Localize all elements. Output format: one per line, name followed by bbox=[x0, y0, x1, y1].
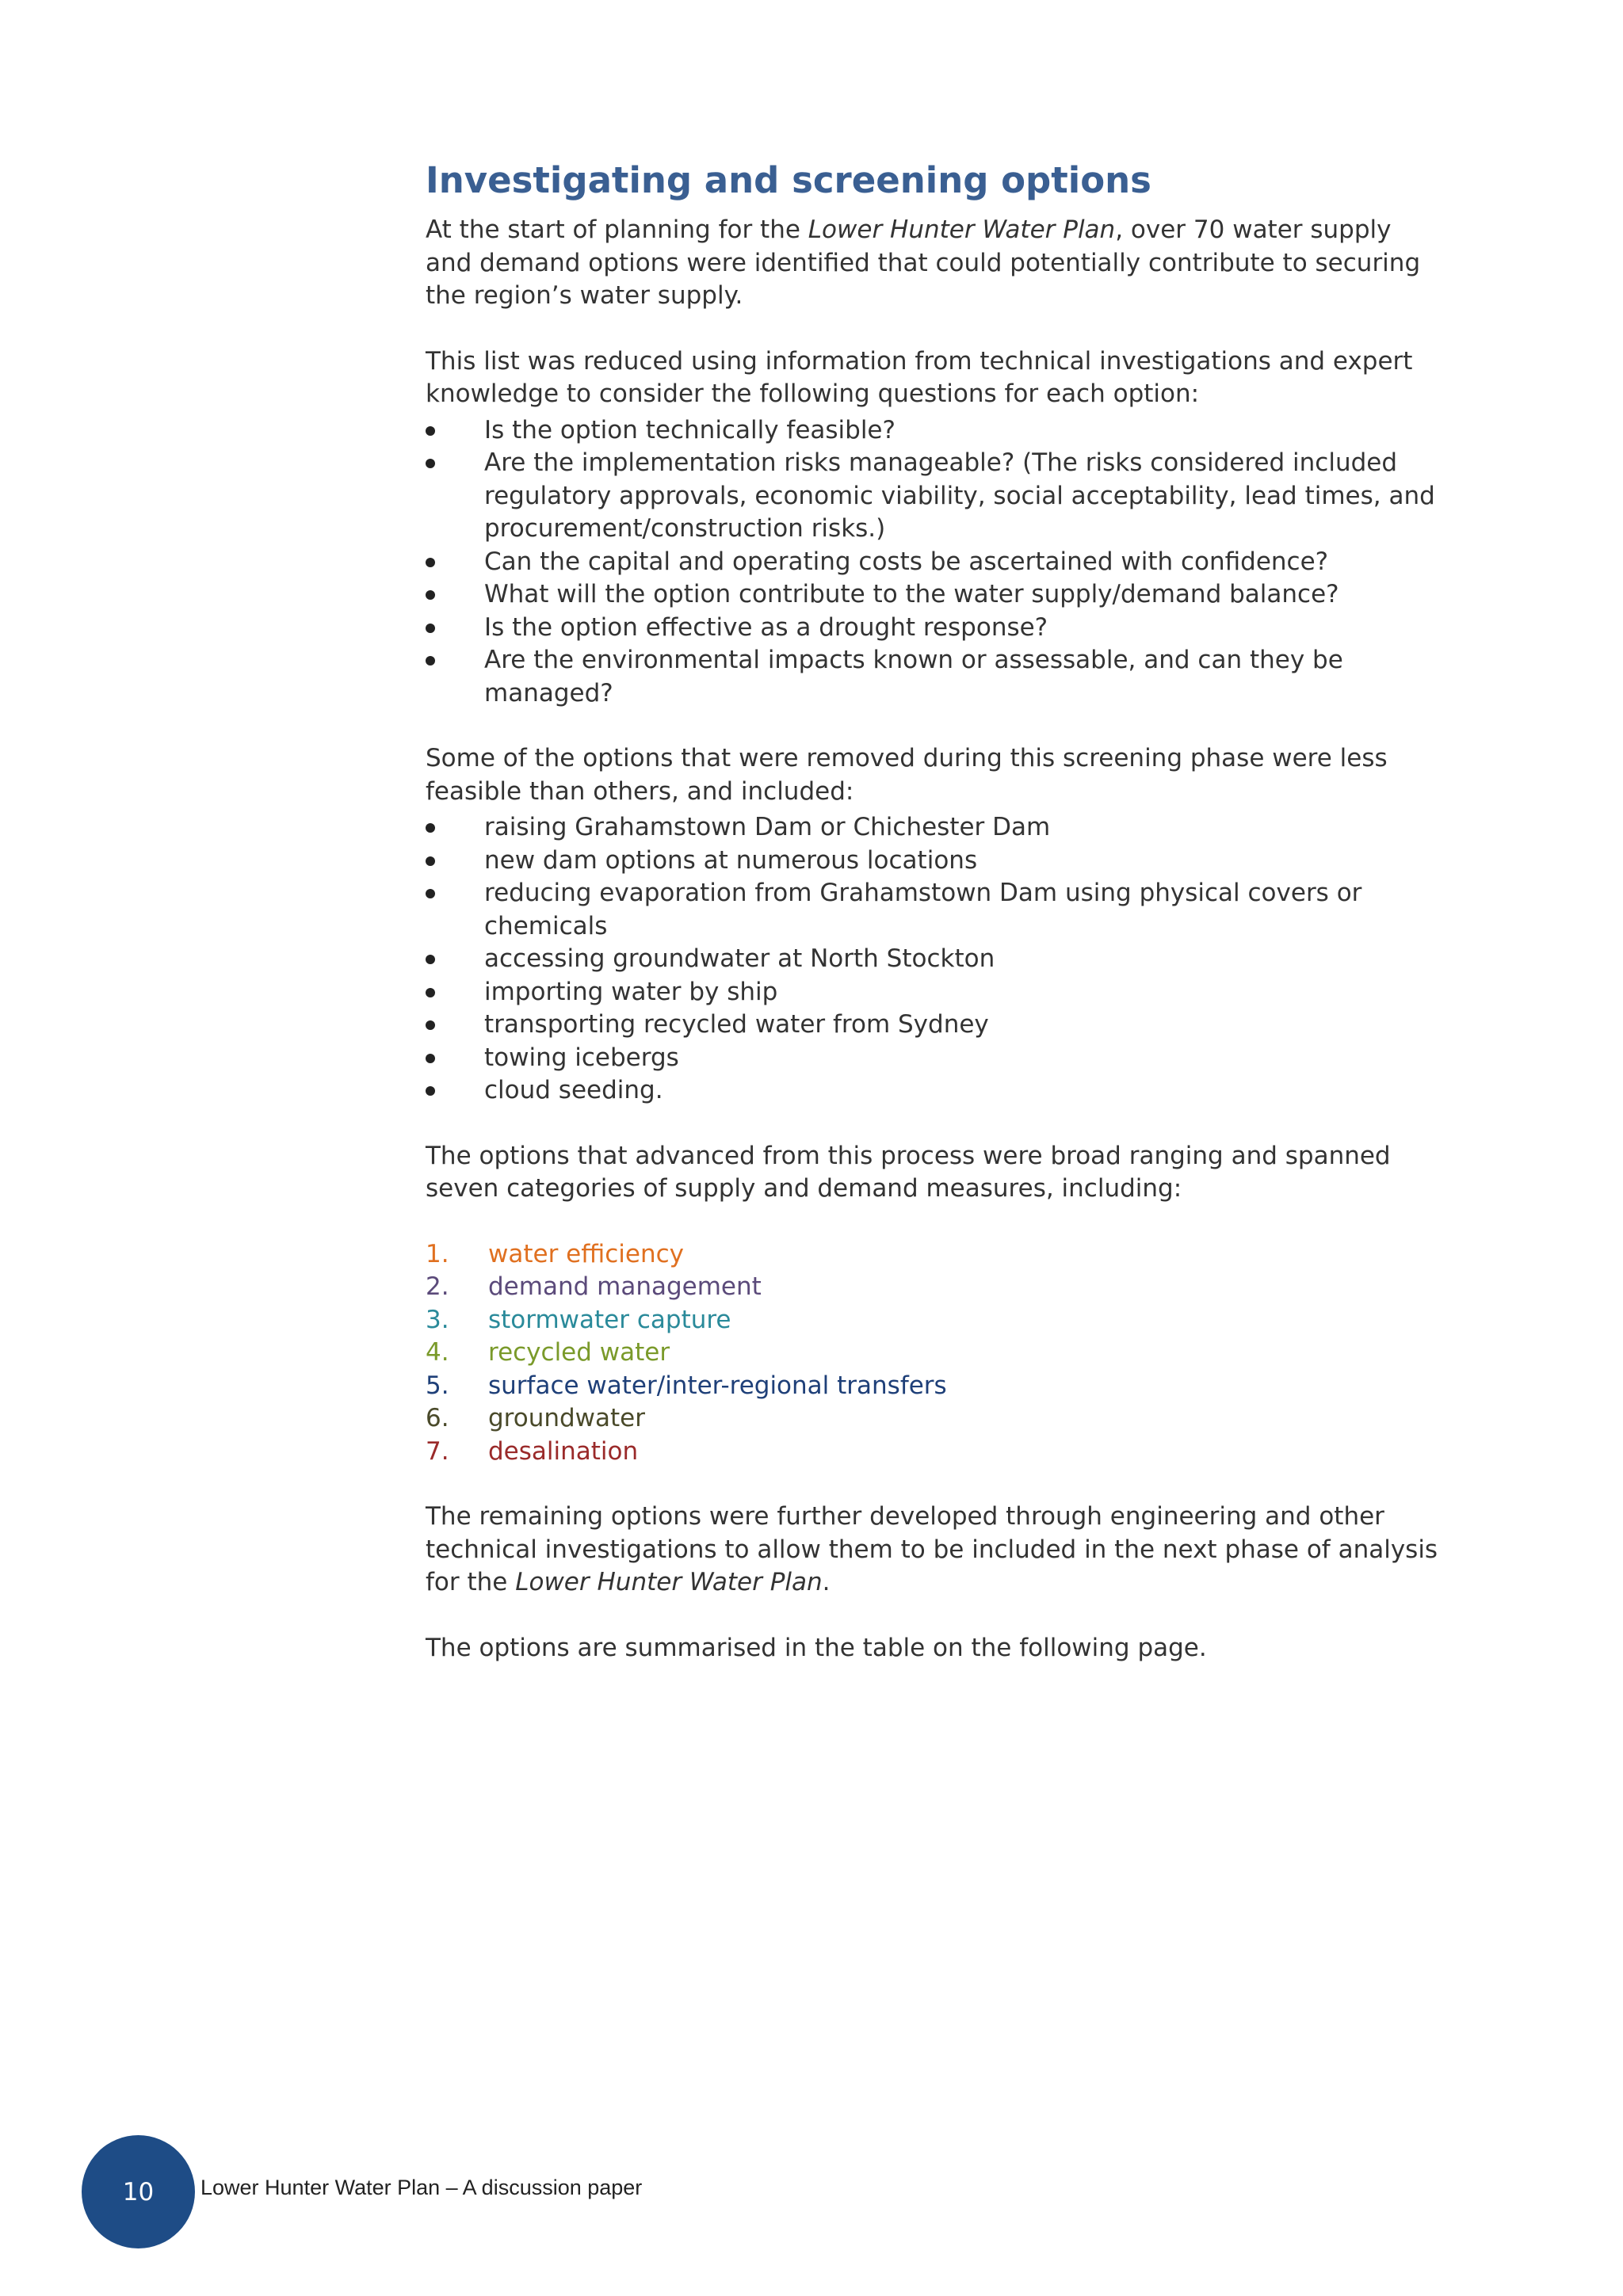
bullet-icon bbox=[426, 856, 435, 866]
category-label: groundwater bbox=[488, 1404, 646, 1432]
category-number: 7. bbox=[426, 1436, 449, 1466]
intro-text-start: At the start of planning for the bbox=[426, 215, 808, 244]
category-number: 5. bbox=[426, 1371, 449, 1400]
bullet-icon bbox=[426, 1054, 435, 1063]
list-item: new dam options at numerous locations bbox=[426, 845, 1440, 878]
category-item bbox=[426, 1238, 1440, 1272]
list-item: raising Grahamstown Dam or Chichester Dam bbox=[426, 811, 1440, 845]
removed-intro-paragraph: Some of the options that were removed during this screening phase were less feasible than others, and included: bbox=[426, 744, 1388, 806]
category-label: desalination bbox=[488, 1436, 639, 1466]
remaining-text-start: The remaining options were further developed through engineering and other technical investigations to allow them to be included in the next phase of analysis for the bbox=[426, 1502, 1438, 1596]
intro-paragraph bbox=[426, 214, 1440, 313]
list-item: Is the option technically feasible? bbox=[426, 414, 1440, 448]
bullet-icon bbox=[426, 1086, 435, 1096]
questions-list bbox=[426, 414, 1440, 711]
page-number-badge bbox=[82, 2135, 195, 2248]
plan-title-italic: Lower Hunter Water Plan bbox=[808, 215, 1116, 244]
category-number: 4. bbox=[426, 1338, 449, 1367]
page-number: 10 bbox=[122, 2177, 155, 2206]
category-label: water efficiency bbox=[488, 1239, 684, 1268]
list-item: cloud seeding. bbox=[426, 1074, 1440, 1108]
list-item: importing water by ship bbox=[426, 976, 1440, 1009]
bullet-icon bbox=[426, 823, 435, 833]
remaining-paragraph bbox=[426, 1501, 1440, 1600]
list-item: What will the option contribute to the water supply/demand balance? bbox=[426, 578, 1440, 612]
main-content bbox=[426, 157, 1440, 1697]
bullet-icon bbox=[426, 558, 435, 567]
category-number: 6. bbox=[426, 1404, 449, 1432]
category-label: surface water/inter-regional transfers bbox=[488, 1371, 947, 1400]
footer-title: Lower Hunter Water Plan – A discussion paper bbox=[200, 2176, 643, 2199]
category-number: 3. bbox=[426, 1305, 449, 1334]
remaining-text-end: . bbox=[822, 1568, 831, 1596]
bullet-icon bbox=[426, 624, 435, 633]
category-item bbox=[426, 1271, 1440, 1304]
category-item bbox=[426, 1402, 1440, 1436]
categories-list bbox=[426, 1238, 1440, 1469]
list-item: Is the option effective as a drought response? bbox=[426, 612, 1440, 645]
bullet-icon bbox=[426, 1020, 435, 1030]
plan-title-italic: Lower Hunter Water Plan bbox=[515, 1568, 823, 1596]
list-item: Are the implementation risks manageable? (The risks considered included regulatory approvals, economic viability, social acceptability, lead times, and procurement/construction risks.) bbox=[426, 447, 1440, 546]
category-number: 1. bbox=[426, 1239, 449, 1268]
list-item: towing icebergs bbox=[426, 1042, 1440, 1075]
advanced-intro-paragraph: The options that advanced from this process were broad ranging and spanned seven categories of supply and demand measures, including: bbox=[426, 1141, 1391, 1203]
category-label: stormwater capture bbox=[488, 1305, 731, 1334]
intro-text-end: , over 70 water supply and demand options were identified that could potentially contribute to securing the region’s water supply. bbox=[426, 215, 1421, 310]
list-item: Can the capital and operating costs be ascertained with confidence? bbox=[426, 546, 1440, 579]
category-item bbox=[426, 1370, 1440, 1403]
bullet-icon bbox=[426, 426, 435, 436]
category-label: demand management bbox=[488, 1272, 762, 1301]
category-number: 2. bbox=[426, 1272, 449, 1301]
list-item: accessing groundwater at North Stockton bbox=[426, 943, 1440, 976]
screening-intro-paragraph: This list was reduced using information from technical investigations and expert knowledge to consider the following questions for each option: bbox=[426, 346, 1413, 408]
category-item bbox=[426, 1304, 1440, 1337]
list-item: transporting recycled water from Sydney bbox=[426, 1009, 1440, 1042]
bullet-icon bbox=[426, 656, 435, 666]
bullet-icon bbox=[426, 955, 435, 964]
summary-note-paragraph: The options are summarised in the table on the following page. bbox=[426, 1633, 1207, 1662]
bullet-icon bbox=[426, 590, 435, 600]
category-item bbox=[426, 1436, 1440, 1469]
section-heading: Investigating and screening options bbox=[426, 159, 1151, 201]
bullet-icon bbox=[426, 889, 435, 898]
bullet-icon bbox=[426, 988, 435, 997]
list-item: Are the environmental impacts known or assessable, and can they be managed? bbox=[426, 644, 1440, 710]
category-label: recycled water bbox=[488, 1338, 670, 1367]
category-item bbox=[426, 1337, 1440, 1370]
bullet-icon bbox=[426, 459, 435, 468]
removed-options-list bbox=[426, 811, 1440, 1108]
list-item: reducing evaporation from Grahamstown Dam using physical covers or chemicals bbox=[426, 877, 1440, 943]
